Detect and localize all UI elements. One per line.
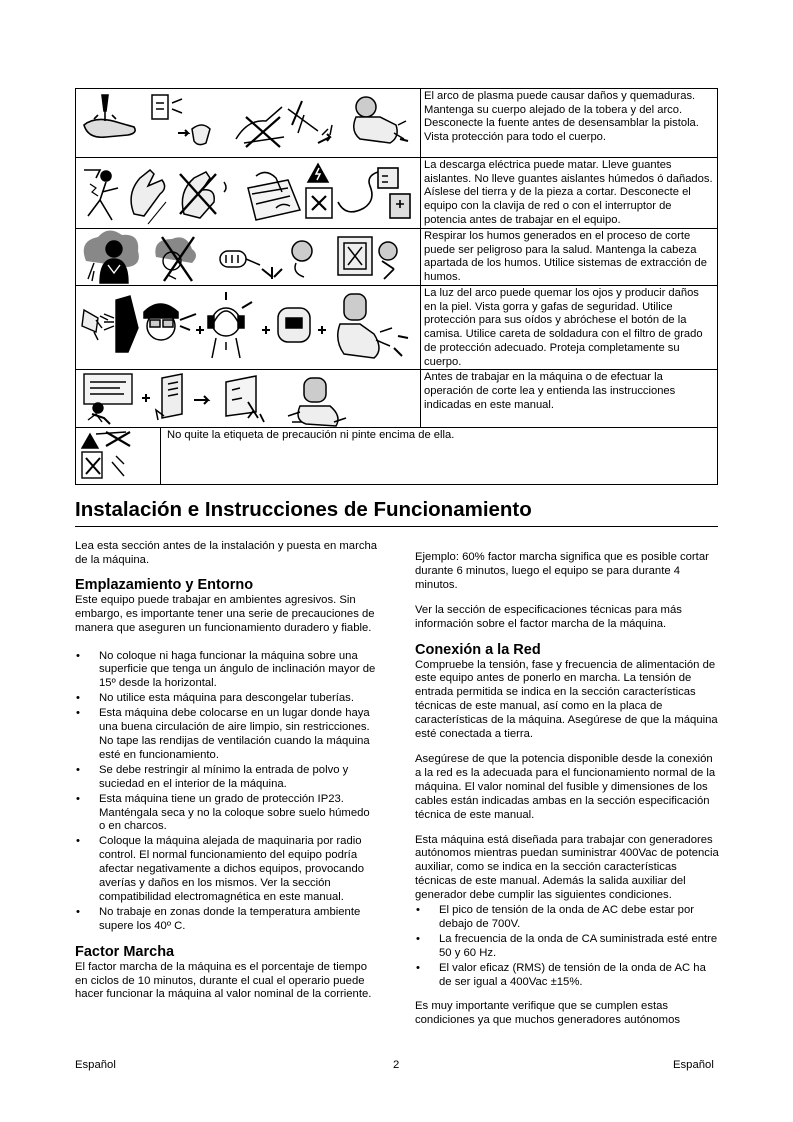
env-bullet-list xyxy=(75,650,378,934)
do-not-touch-arc-icon xyxy=(236,101,332,147)
list-item: • El valor eficaz (RMS) de tensión de la onda de AC ha de ser igual a 400Vac ±15%. xyxy=(415,962,720,990)
list-item: • No utilice esta máquina para descongelar tuberías. xyxy=(75,692,378,706)
list-item: • La frecuencia de la onda de CA suministrada esté entre 50 y 60 Hz. xyxy=(415,933,720,961)
safety-table xyxy=(75,88,718,485)
no-remove-label-icon xyxy=(76,428,161,484)
env-paragraph: Este equipo puede trabajar en ambientes agresivos. Sin embargo, es importante tener una serie de precauciones de manera que aseguren un funcionamiento duradero y fiable. xyxy=(75,593,375,634)
safety-text: La descarga eléctrica puede matar. Lleve guantes aislantes. No lleve guantes aislantes húmedos ó dañados. Aíslese del tierra y de la pieza a cortar. Desconecte el equipo con la clavija de red o con el interruptor de potencia antes de trabajar en el equipo. xyxy=(421,158,718,229)
protective-clothing-icon xyxy=(318,97,408,143)
safety-text: Antes de trabajar en la máquina o de efectuar la operación de corte lea y entienda las instrucciones indicadas en este manual. xyxy=(421,370,718,428)
left-column xyxy=(75,540,378,1011)
no-wet-gloves-icon xyxy=(180,172,226,218)
safety-text: No quite la etiqueta de precaución ni pinte encima de ella. xyxy=(167,429,455,442)
page-number: 2 xyxy=(393,1059,400,1071)
list-item: • Se debe restringir al mínimo la entrada de polvo y suciedad en el interior de la máquina. xyxy=(75,764,378,792)
plasma-torch-hand-icon xyxy=(84,95,135,137)
welding-helmet-filter-icon xyxy=(262,308,326,342)
footer-language-left: Español xyxy=(75,1059,116,1071)
no-breathing-fumes-icon xyxy=(155,237,196,281)
safety-row-manual xyxy=(76,370,718,428)
net-paragraph-4: Es muy importante verifique que se cumplen estas condiciones ya que muchos generadores autónomos xyxy=(415,1000,681,1027)
safety-row-shock xyxy=(76,158,718,229)
open-manual-icon xyxy=(142,374,182,420)
electric-shock-icon xyxy=(84,170,118,220)
cutting-operator-icon xyxy=(288,378,346,426)
list-item: • Coloque la máquina alejada de maquinaria por radio control. El normal funcionamiento del equipo podría afectar negativamente a dichos equipos, provocando averías y daños en los mismos. Ver la sección compatibilidad electromagnética en este manual. xyxy=(75,835,378,905)
list-item: • No coloque ni haga funcionar la máquina sobre una superficie que tenga un ángulo de inclinación mayor de 15º desde la horizontal. xyxy=(75,650,378,692)
safety-row-label xyxy=(76,428,718,485)
insulated-gloves-icon xyxy=(131,170,166,224)
safety-text: El arco de plasma puede causar daños y quemaduras. Mantenga su cuerpo alejado de la tobera y del arco. Desconecte la fuente antes de desensamblar la pistola. Vista protección para todo el cuerpo. xyxy=(421,89,718,158)
fume-blower-icon xyxy=(220,251,282,279)
safety-row-fumes xyxy=(76,229,718,286)
safety-row-plasma xyxy=(76,89,718,158)
env-heading: Emplazamiento y Entorno xyxy=(75,576,254,593)
safety-pictograms xyxy=(76,370,421,428)
safety-text: Respirar los humos generados en el proceso de corte puede ser peligroso para la salud. Mantenga la cabeza apartada de los humos. Utilice sistemas de extracción de humos. xyxy=(421,229,718,286)
duty-heading: Factor Marcha xyxy=(75,943,175,960)
insulate-ground-icon xyxy=(248,172,300,220)
arc-rays-icon xyxy=(82,296,138,352)
right-column xyxy=(415,551,720,1037)
list-item: • El pico de tensión de la onda de AC debe estar por debajo de 700V. xyxy=(415,904,720,932)
intro-paragraph: Lea esta sección antes de la instalación y puesta en marcha de la máquina. xyxy=(75,540,378,566)
full-body-protection-icon xyxy=(338,294,408,358)
operate-torch-icon xyxy=(194,376,264,422)
footer-language-right: Español xyxy=(673,1059,714,1071)
specs-paragraph: Ver la sección de especificaciones técnicas para más información sobre el factor marcha de la máquina. xyxy=(415,603,682,630)
safety-glasses-icon xyxy=(144,304,204,340)
safety-pictograms xyxy=(76,89,421,158)
list-item: • Esta máquina debe colocarse en un lugar donde haya una buena circulación de aire limpio, sin restricciones. No tape las rendijas de ventilación cuando la máquina esté en funcionamiento. xyxy=(75,707,378,763)
list-item: • No trabaje en zonas donde la temperatura ambiente supere los 40º C. xyxy=(75,906,378,934)
net-paragraph-2: Asegúrese de que la potencia disponible desde la conexión a la red es la adecuada para el funcionamiento normal de la máquina. El valor nominal del fusible y dimensiones de los cables están indicadas ambas en la sección especificación técnica de este manual. xyxy=(415,752,716,821)
safety-text: La luz del arco puede quemar los ojos y producir daños en la piel. Vista gorra y gafas de seguridad. Utilice protección para sus oídos y abróchese el botón de la camisa. Utilice careta de soldadura con el filtro de grado de protección adecuado. Proteja completamente su cuerpo. xyxy=(421,286,718,370)
read-manual-icon xyxy=(84,374,132,424)
safety-pictograms xyxy=(76,229,421,286)
net-bullet-list xyxy=(415,904,720,989)
safety-row-arc-light xyxy=(76,286,718,370)
fumes-person-icon xyxy=(84,230,139,283)
section-heading: Instalación e Instrucciones de Funcionamiento xyxy=(75,498,718,527)
net-paragraph-3: Esta máquina está diseñada para trabajar con generadores autónomos mientras puedan suministrar 400Vac de potencia auxiliar, como se indica en la sección características técnicas de este manual. Además la salida auxiliar del generador debe cumplir las siguientes condiciones. xyxy=(415,833,719,902)
label-row-cell xyxy=(76,428,718,485)
high-voltage-warning-icon xyxy=(306,164,332,218)
net-heading: Conexión a la Red xyxy=(415,641,541,658)
fume-extractor-icon xyxy=(292,237,397,279)
example-paragraph: Ejemplo: 60% factor marcha significa que es posible cortar durante 6 minutos, luego el equipo se para durante 4 minutos. xyxy=(415,551,709,591)
disconnect-torch-icon xyxy=(152,95,210,145)
ear-protection-icon xyxy=(208,292,252,358)
safety-pictograms xyxy=(76,158,421,229)
unplug-icon xyxy=(338,168,410,218)
duty-paragraph: El factor marcha de la máquina es el porcentaje de tiempo en ciclos de 10 minutos, durante el cual el operario puede hacer funcionar la máquina al valor nominal de la corriente. xyxy=(75,960,372,1001)
net-paragraph-1: Compruebe la tensión, fase y frecuencia de alimentación de este equipo antes de ponerlo en marcha. La tensión de entrada permitida se indica en la sección características técnicas de este manual, así como en la placa de características de la máquina. Asegúrese de que la máquina esté conectada a tierra. xyxy=(415,658,718,741)
list-item: • Esta máquina tiene un grado de protección IP23. Manténgala seca y no la coloque sobre suelo húmedo o en charcos. xyxy=(75,793,378,835)
safety-pictograms xyxy=(76,286,421,370)
